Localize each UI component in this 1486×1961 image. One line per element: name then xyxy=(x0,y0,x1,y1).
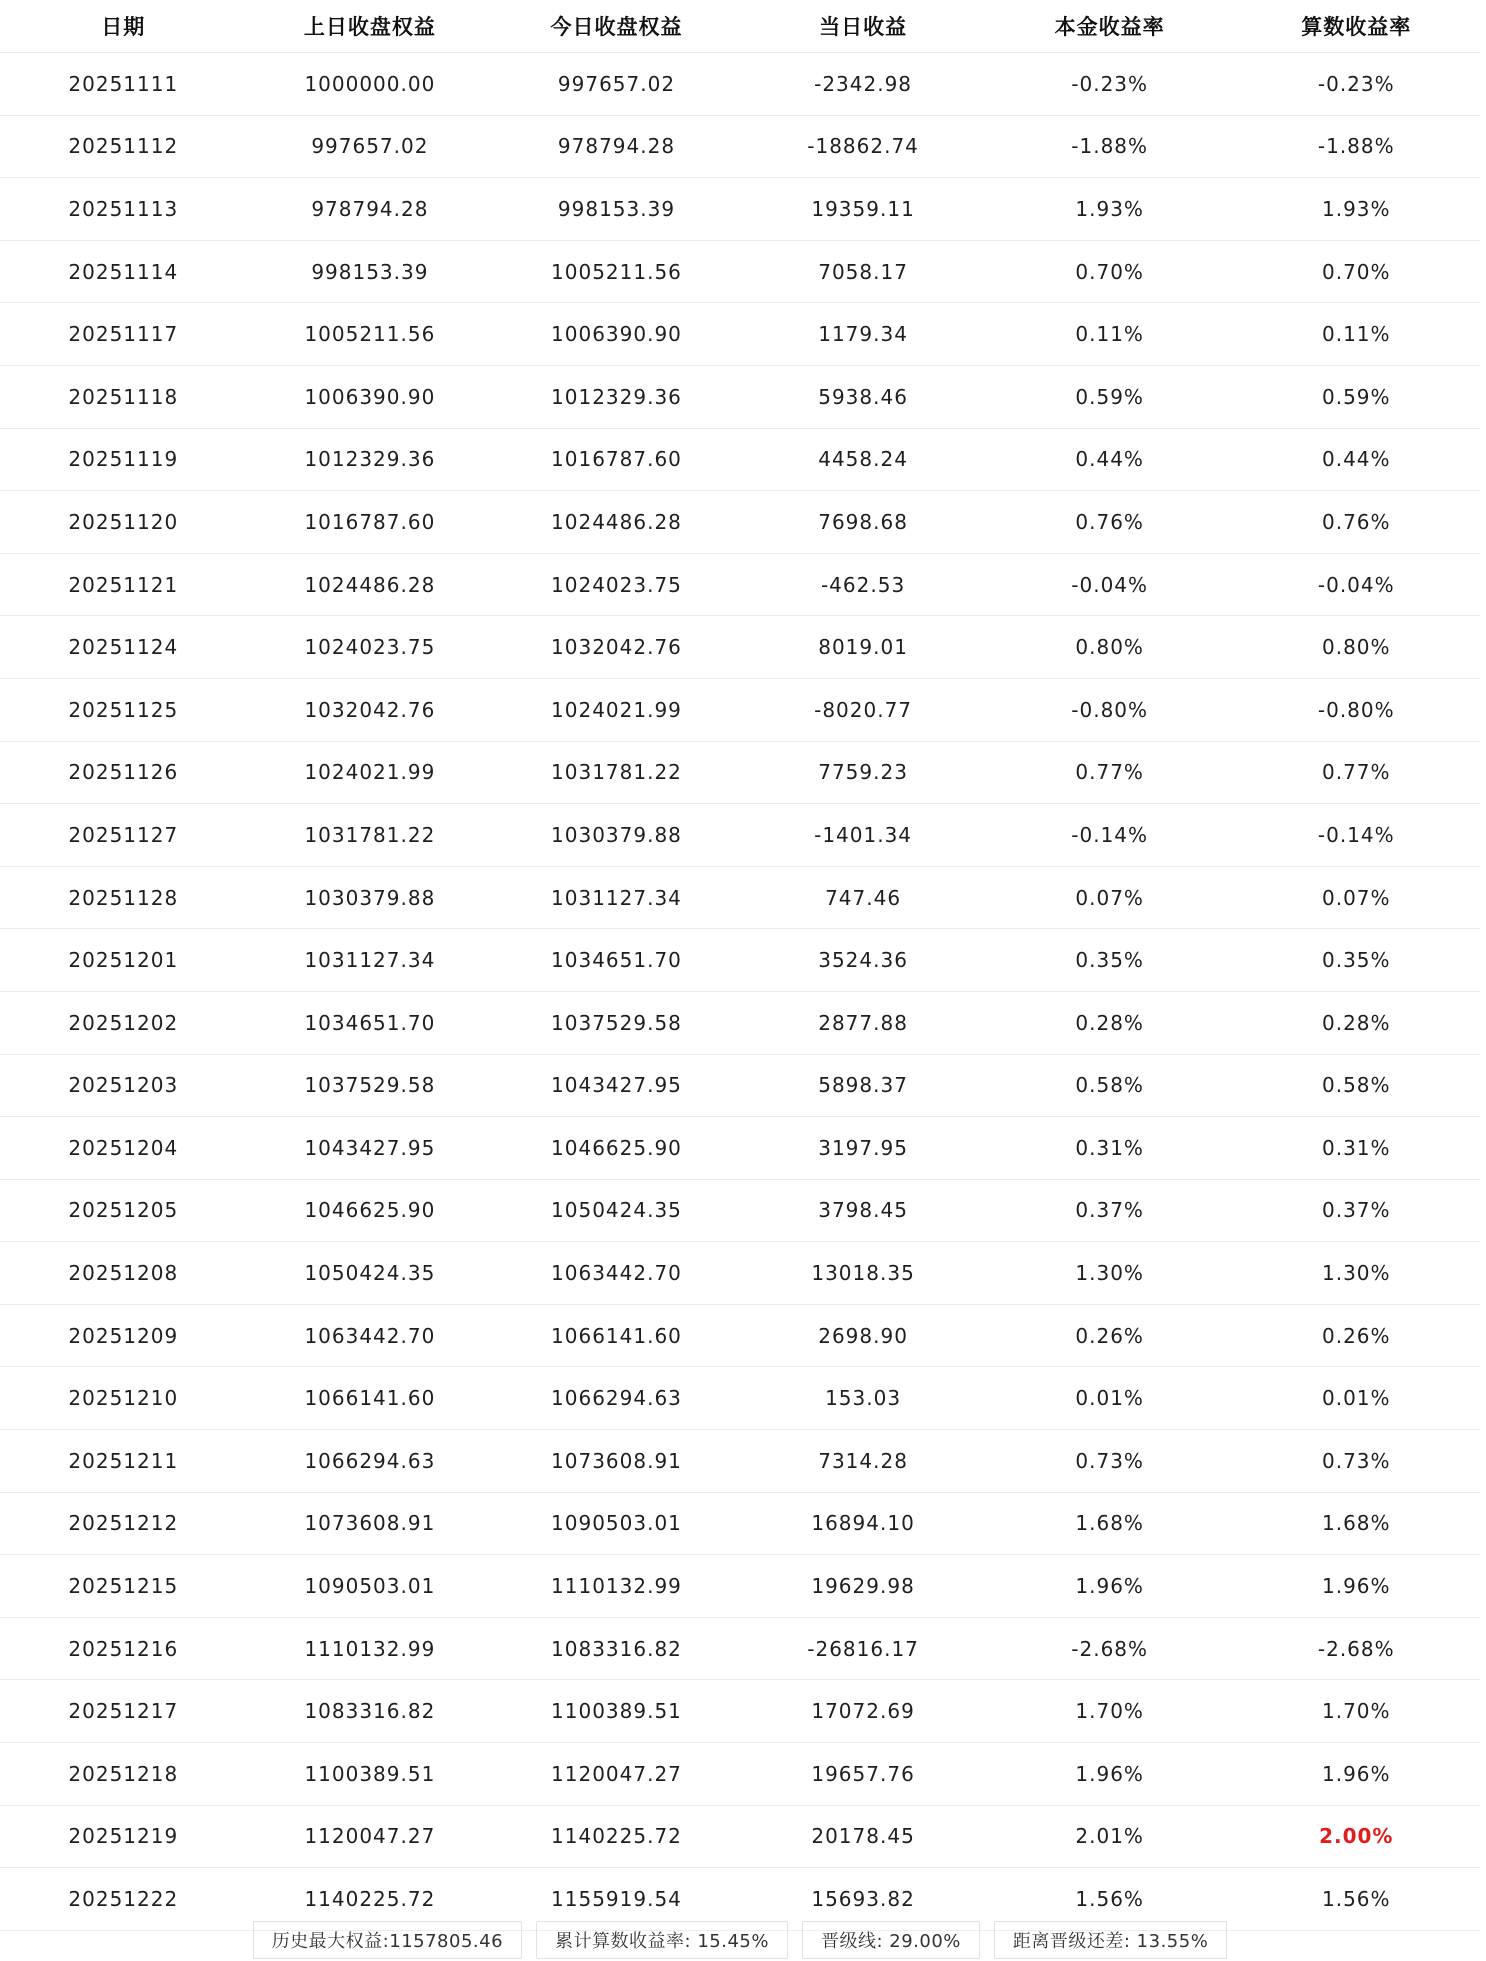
arithmetic-return-cell: -0.14% xyxy=(1317,822,1395,847)
table-row xyxy=(0,1743,1480,1806)
daily-pnl-cell: 19657.76 xyxy=(811,1761,915,1786)
principal-return-cell: 2.01% xyxy=(1075,1824,1144,1849)
daily-pnl-cell: -26816.17 xyxy=(807,1636,919,1661)
prev-equity-cell: 1120047.27 xyxy=(304,1824,436,1849)
principal-return-cell: 0.35% xyxy=(1075,948,1144,973)
principal-return-cell: -0.23% xyxy=(1071,71,1149,96)
prev-equity-cell: 1024486.28 xyxy=(304,572,436,597)
table-row xyxy=(0,616,1480,679)
table-row xyxy=(0,303,1480,366)
today-equity-cell: 998153.39 xyxy=(557,196,676,221)
table-row xyxy=(0,804,1480,867)
arithmetic-return-cell: 0.80% xyxy=(1321,635,1391,660)
principal-return-cell: 1.93% xyxy=(1075,196,1144,221)
daily-pnl-cell: 2698.90 xyxy=(818,1323,908,1348)
prev-equity-cell: 1024021.99 xyxy=(304,760,436,785)
daily-pnl-cell: -1401.34 xyxy=(814,822,913,847)
today-equity-cell: 1073608.91 xyxy=(551,1448,682,1473)
arithmetic-return-cell: 1.96% xyxy=(1321,1574,1391,1599)
daily-pnl-cell: 3798.45 xyxy=(818,1198,908,1223)
today-equity-cell: 1031781.22 xyxy=(551,760,682,785)
today-equity-cell: 1012329.36 xyxy=(551,384,682,409)
table-row xyxy=(0,116,1480,179)
table-row xyxy=(0,742,1480,805)
principal-return-cell: 0.73% xyxy=(1075,1448,1144,1473)
daily-pnl-cell: 20178.45 xyxy=(811,1824,915,1849)
principal-return-cell: 0.58% xyxy=(1075,1073,1144,1098)
table-row xyxy=(0,53,1480,116)
table-row xyxy=(0,178,1480,241)
principal-return-cell: 0.28% xyxy=(1075,1010,1144,1035)
daily-pnl-cell: 15693.82 xyxy=(811,1887,915,1912)
today-equity-cell: 1034651.70 xyxy=(551,948,682,973)
prev-equity-cell: 1032042.76 xyxy=(304,697,436,722)
daily-pnl-cell: 7698.68 xyxy=(818,509,908,534)
today-equity-cell: 978794.28 xyxy=(557,134,676,159)
today-equity-cell: 1155919.54 xyxy=(551,1887,682,1912)
today-equity-cell: 1043427.95 xyxy=(551,1073,682,1098)
date-cell: 20251114 xyxy=(68,259,179,284)
arithmetic-return-cell: 0.28% xyxy=(1321,1010,1391,1035)
daily-pnl-cell: 153.03 xyxy=(825,1386,902,1411)
today-equity-cell: 1005211.56 xyxy=(551,259,682,284)
arithmetic-return-cell: -0.04% xyxy=(1317,572,1395,597)
promotion-line-badge: 晋级线: 29.00% xyxy=(802,1921,980,1959)
principal-return-cell: 0.44% xyxy=(1075,447,1144,472)
daily-pnl-cell: 7314.28 xyxy=(818,1448,908,1473)
prev-equity-cell: 1090503.01 xyxy=(304,1574,436,1599)
daily-pnl-cell: 7058.17 xyxy=(818,259,908,284)
daily-pnl-cell: 19629.98 xyxy=(811,1574,915,1599)
today-equity-cell: 1120047.27 xyxy=(551,1761,682,1786)
max-equity-badge: 历史最大权益:1157805.46 xyxy=(253,1921,522,1959)
today-equity-cell: 1066294.63 xyxy=(551,1386,682,1411)
prev-equity-cell: 1031127.34 xyxy=(304,948,436,973)
daily-pnl-cell: 4458.24 xyxy=(818,447,908,472)
summary-bar xyxy=(0,1918,1480,1961)
column-header-today-equity: 今日收盘权益 xyxy=(550,15,683,39)
date-cell: 20251125 xyxy=(68,697,179,722)
table-row xyxy=(0,1430,1480,1493)
today-equity-cell: 1024021.99 xyxy=(551,697,682,722)
principal-return-cell: 0.31% xyxy=(1075,1135,1144,1160)
daily-pnl-cell: -462.53 xyxy=(820,572,906,597)
prev-equity-cell: 1024023.75 xyxy=(304,635,436,660)
arithmetic-return-cell: 0.31% xyxy=(1321,1135,1391,1160)
date-cell: 20251211 xyxy=(68,1448,179,1473)
daily-pnl-cell: 13018.35 xyxy=(811,1261,915,1286)
date-cell: 20251127 xyxy=(68,822,179,847)
principal-return-cell: 1.70% xyxy=(1075,1699,1144,1724)
prev-equity-cell: 1050424.35 xyxy=(304,1261,436,1286)
today-equity-cell: 1046625.90 xyxy=(551,1135,682,1160)
today-equity-cell: 1024486.28 xyxy=(551,509,682,534)
principal-return-cell: 0.11% xyxy=(1075,322,1144,347)
arithmetic-return-cell: -1.88% xyxy=(1317,134,1395,159)
arithmetic-return-cell: 0.73% xyxy=(1321,1448,1391,1473)
arithmetic-return-cell: -2.68% xyxy=(1317,1636,1395,1661)
daily-pnl-cell: 5938.46 xyxy=(818,384,908,409)
prev-equity-cell: 1046625.90 xyxy=(304,1198,436,1223)
date-cell: 20251121 xyxy=(68,572,179,597)
table-header xyxy=(0,0,1480,53)
today-equity-cell: 1066141.60 xyxy=(551,1323,682,1348)
principal-return-cell: -1.88% xyxy=(1071,134,1149,159)
prev-equity-cell: 1005211.56 xyxy=(304,322,436,347)
today-equity-cell: 1037529.58 xyxy=(551,1010,682,1035)
table-row xyxy=(0,1180,1480,1243)
prev-equity-cell: 1066294.63 xyxy=(304,1448,436,1473)
table-row xyxy=(0,366,1480,429)
daily-pnl-cell: 19359.11 xyxy=(811,196,915,221)
date-cell: 20251208 xyxy=(68,1261,179,1286)
table-row xyxy=(0,1555,1480,1618)
arithmetic-return-cell: 0.59% xyxy=(1321,384,1391,409)
table-row xyxy=(0,867,1480,930)
principal-return-cell: 1.96% xyxy=(1075,1761,1144,1786)
arithmetic-return-cell: 1.56% xyxy=(1321,1887,1391,1912)
date-cell: 20251124 xyxy=(68,635,179,660)
column-header-arithmetic-return: 算数收益率 xyxy=(1301,15,1412,39)
arithmetic-return-cell: 1.30% xyxy=(1321,1261,1391,1286)
today-equity-cell: 1031127.34 xyxy=(551,885,682,910)
principal-return-cell: -0.80% xyxy=(1071,697,1149,722)
principal-return-cell: 0.37% xyxy=(1075,1198,1144,1223)
daily-pnl-cell: -18862.74 xyxy=(807,134,919,159)
date-cell: 20251212 xyxy=(68,1511,179,1536)
prev-equity-cell: 1016787.60 xyxy=(304,509,436,534)
date-cell: 20251205 xyxy=(68,1198,179,1223)
arithmetic-return-cell: 1.96% xyxy=(1321,1761,1391,1786)
prev-equity-cell: 1037529.58 xyxy=(304,1073,436,1098)
date-cell: 20251217 xyxy=(68,1699,179,1724)
arithmetic-return-cell: 0.26% xyxy=(1321,1323,1391,1348)
daily-pnl-cell: 3524.36 xyxy=(818,948,908,973)
table-row xyxy=(0,1242,1480,1305)
date-cell: 20251112 xyxy=(68,134,179,159)
table-row xyxy=(0,1305,1480,1368)
prev-equity-cell: 1000000.00 xyxy=(304,71,436,96)
principal-return-cell: 0.59% xyxy=(1075,384,1144,409)
today-equity-cell: 1050424.35 xyxy=(551,1198,682,1223)
arithmetic-return-cell: 0.07% xyxy=(1321,885,1391,910)
date-cell: 20251209 xyxy=(68,1323,179,1348)
date-cell: 20251119 xyxy=(68,447,179,472)
table-row xyxy=(0,1680,1480,1743)
principal-return-cell: 0.77% xyxy=(1075,760,1144,785)
table-row xyxy=(0,241,1480,304)
prev-equity-cell: 1140225.72 xyxy=(304,1887,436,1912)
column-header-date: 日期 xyxy=(101,15,146,39)
date-cell: 20251120 xyxy=(68,509,179,534)
arithmetic-return-cell: 0.70% xyxy=(1321,259,1391,284)
principal-return-cell: 0.26% xyxy=(1075,1323,1144,1348)
arithmetic-return-cell: 0.37% xyxy=(1321,1198,1391,1223)
daily-pnl-cell: 7759.23 xyxy=(818,760,908,785)
table-row xyxy=(0,1806,1480,1869)
today-equity-cell: 1140225.72 xyxy=(551,1824,682,1849)
daily-pnl-cell: -8020.77 xyxy=(814,697,913,722)
prev-equity-cell: 978794.28 xyxy=(311,196,429,221)
prev-equity-cell: 1031781.22 xyxy=(304,822,436,847)
table-row xyxy=(0,1618,1480,1681)
daily-pnl-cell: -2342.98 xyxy=(814,71,913,96)
date-cell: 20251210 xyxy=(68,1386,179,1411)
table-row xyxy=(0,1493,1480,1556)
date-cell: 20251126 xyxy=(68,760,179,785)
date-cell: 20251111 xyxy=(68,71,179,96)
arithmetic-return-cell: 1.70% xyxy=(1321,1699,1391,1724)
arithmetic-return-cell: 0.77% xyxy=(1321,760,1391,785)
column-header-daily-pnl: 当日收益 xyxy=(819,15,908,39)
arithmetic-return-cell: 0.35% xyxy=(1321,948,1391,973)
date-cell: 20251222 xyxy=(68,1887,179,1912)
principal-return-cell: 1.96% xyxy=(1075,1574,1144,1599)
today-equity-cell: 997657.02 xyxy=(557,71,676,96)
today-equity-cell: 1006390.90 xyxy=(551,322,682,347)
principal-return-cell: 0.76% xyxy=(1075,509,1144,534)
prev-equity-cell: 997657.02 xyxy=(311,134,429,159)
today-equity-cell: 1016787.60 xyxy=(551,447,682,472)
gap-to-promotion-badge: 距离晋级还差: 13.55% xyxy=(994,1921,1227,1959)
today-equity-cell: 1090503.01 xyxy=(551,1511,682,1536)
arithmetic-return-cell: 0.76% xyxy=(1321,509,1391,534)
principal-return-cell: 0.70% xyxy=(1075,259,1144,284)
daily-pnl-cell: 3197.95 xyxy=(818,1135,908,1160)
daily-pnl-cell: 1179.34 xyxy=(818,322,908,347)
prev-equity-cell: 1006390.90 xyxy=(304,384,436,409)
date-cell: 20251201 xyxy=(68,948,179,973)
table-row xyxy=(0,1117,1480,1180)
date-cell: 20251117 xyxy=(68,322,179,347)
column-header-principal-return: 本金收益率 xyxy=(1054,15,1165,39)
today-equity-cell: 1030379.88 xyxy=(551,822,682,847)
principal-return-cell: 0.07% xyxy=(1075,885,1144,910)
date-cell: 20251204 xyxy=(68,1135,179,1160)
date-cell: 20251128 xyxy=(68,885,179,910)
principal-return-cell: 0.01% xyxy=(1075,1386,1144,1411)
arithmetic-return-cell: 2.00% xyxy=(1319,1824,1394,1849)
prev-equity-cell: 998153.39 xyxy=(311,259,429,284)
table-row xyxy=(0,554,1480,617)
table-row xyxy=(0,429,1480,492)
arithmetic-return-cell: 0.01% xyxy=(1321,1386,1391,1411)
prev-equity-cell: 1100389.51 xyxy=(304,1761,436,1786)
table-row xyxy=(0,1367,1480,1430)
arithmetic-return-cell: 0.58% xyxy=(1321,1073,1391,1098)
arithmetic-return-cell: -0.80% xyxy=(1317,697,1395,722)
principal-return-cell: -0.04% xyxy=(1071,572,1149,597)
date-cell: 20251202 xyxy=(68,1010,179,1035)
prev-equity-cell: 1110132.99 xyxy=(304,1636,436,1661)
prev-equity-cell: 1012329.36 xyxy=(304,447,436,472)
principal-return-cell: 1.30% xyxy=(1075,1261,1144,1286)
daily-pnl-cell: 8019.01 xyxy=(818,635,908,660)
date-cell: 20251203 xyxy=(68,1073,179,1098)
table-body xyxy=(0,53,1480,1931)
prev-equity-cell: 1073608.91 xyxy=(304,1511,436,1536)
today-equity-cell: 1032042.76 xyxy=(551,635,682,660)
arithmetic-return-cell: 1.68% xyxy=(1321,1511,1391,1536)
prev-equity-cell: 1043427.95 xyxy=(304,1135,436,1160)
daily-pnl-cell: 2877.88 xyxy=(818,1010,908,1035)
today-equity-cell: 1063442.70 xyxy=(551,1261,682,1286)
date-cell: 20251118 xyxy=(68,384,179,409)
daily-pnl-cell: 5898.37 xyxy=(818,1073,908,1098)
table-row xyxy=(0,491,1480,554)
prev-equity-cell: 1066141.60 xyxy=(304,1386,436,1411)
date-cell: 20251218 xyxy=(68,1761,179,1786)
table-row xyxy=(0,992,1480,1055)
arithmetic-return-cell: -0.23% xyxy=(1317,71,1395,96)
prev-equity-cell: 1083316.82 xyxy=(304,1699,436,1724)
table-row xyxy=(0,929,1480,992)
daily-pnl-cell: 17072.69 xyxy=(811,1699,915,1724)
principal-return-cell: 1.68% xyxy=(1075,1511,1144,1536)
arithmetic-return-cell: 0.44% xyxy=(1321,447,1391,472)
today-equity-cell: 1110132.99 xyxy=(551,1574,682,1599)
daily-pnl-cell: 16894.10 xyxy=(811,1511,915,1536)
table-row xyxy=(0,1055,1480,1118)
cumulative-return-badge: 累计算数收益率: 15.45% xyxy=(536,1921,788,1959)
column-header-prev-equity: 上日收盘权益 xyxy=(303,15,436,39)
prev-equity-cell: 1063442.70 xyxy=(304,1323,436,1348)
date-cell: 20251216 xyxy=(68,1636,179,1661)
today-equity-cell: 1024023.75 xyxy=(551,572,682,597)
today-equity-cell: 1083316.82 xyxy=(551,1636,682,1661)
date-cell: 20251219 xyxy=(68,1824,179,1849)
table-row xyxy=(0,679,1480,742)
prev-equity-cell: 1034651.70 xyxy=(304,1010,436,1035)
principal-return-cell: 1.56% xyxy=(1075,1887,1144,1912)
date-cell: 20251113 xyxy=(68,196,179,221)
prev-equity-cell: 1030379.88 xyxy=(304,885,436,910)
principal-return-cell: -0.14% xyxy=(1071,822,1149,847)
arithmetic-return-cell: 1.93% xyxy=(1321,196,1391,221)
today-equity-cell: 1100389.51 xyxy=(551,1699,682,1724)
principal-return-cell: -2.68% xyxy=(1071,1636,1149,1661)
principal-return-cell: 0.80% xyxy=(1075,635,1144,660)
daily-pnl-cell: 747.46 xyxy=(825,885,902,910)
date-cell: 20251215 xyxy=(68,1574,179,1599)
arithmetic-return-cell: 0.11% xyxy=(1321,322,1391,347)
